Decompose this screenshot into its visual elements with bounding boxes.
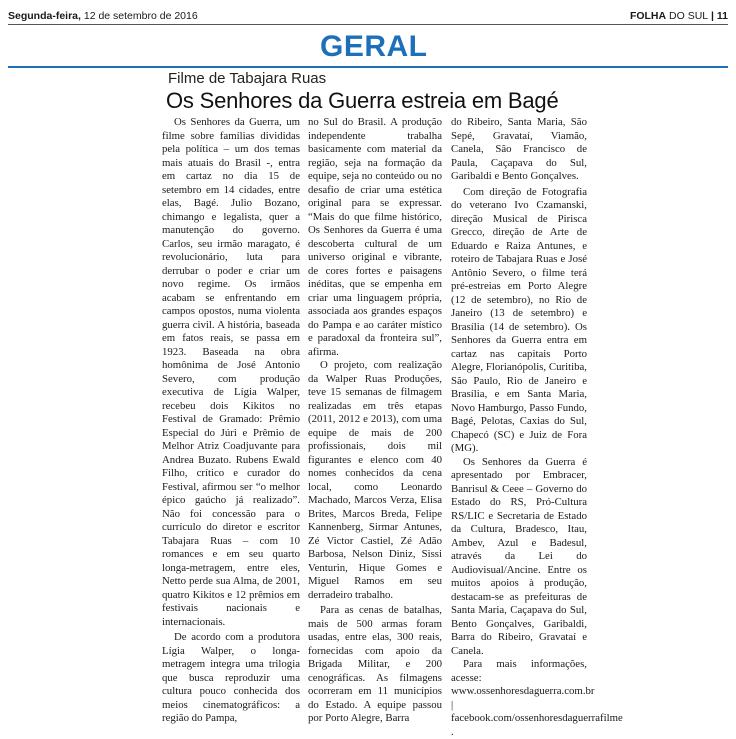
article-column-1	[162, 116, 300, 724]
page-number: | 11	[708, 10, 728, 22]
paper-name-rest: DO SUL	[666, 10, 709, 22]
paper-name	[630, 8, 728, 24]
paragraph: Os Senhores da Guerra é apresentado por Embracer, Banrisul & Ceee – Governo do Estado do RS, Pró-Cultura RS/LIC e Secretaria de Estado da Cultura, Bradesco, Itau, Ambev, Azul e Badesul, através da Lei do Audiovisual/Ancine. Entre os muitos apoios à produção, destacam-se as prefeituras de Santa Maria, Caçapava do Sul, Bento Gonçalves, Garibaldi, Barra do Ribeiro, Gravataí e Canela.	[451, 455, 587, 657]
paragraph: Para mais informações, acesse: www.ossenhoresdaguerra.com.br | facebook.com/ossenhoresdaguerrafilme .	[451, 658, 623, 738]
paragraph: O projeto, com realização da Walper Ruas Produções, teve 15 semanas de filmagem realizadas em três etapas (2011, 2012 e 2013), com uma equipe de mais de 200 profissionais, dois mil figurantes e elenco com 40 nomes conhecidos da cena local, como Leonardo Machado, Marcos Verza, Elisa Brites, Marcos Breda, Felipe Kannenberg, Sirmar Antunes, Zé Victor Castiel, Zé Adão Barbosa, Nelson Diniz, Sissi Venturin, Hique Gomes e Miguel Ramos em seu derradeiro trabalho.	[308, 359, 442, 601]
paragraph: Com direção de Fotografia do veterano Ivo Czamanski, direção Musical de Pirisca Grecco, direção de Arte de Eduardo e Raiza Antunes, e roteiro de Tabajara Ruas e José Antônio Severo, o filme terá pré-estreias em Porto Alegre (12 de setembro), no Rio de Janeiro (13 de setembro) e Brasília (14 de setembro). Os Senhores da Guerra entra em cartaz nas capitais Porto Alegre, Florianópolis, Curitiba, São Paulo, Rio de Janeiro e Brasília, e em Santa Maria, Novo Hamburgo, Passo Fundo, Bagé, Pelotas, Caxias do Sul, Chapecó (SC) e Juiz de Fora (MG).	[451, 185, 587, 454]
paragraph: De acordo com a produtora Lígia Walper, o longa-metragem integra uma trilogia que busca reproduzir uma cultura pouco conhecida dos meios cinematográficos: a região do Pampa,	[162, 631, 300, 724]
issue-date	[8, 8, 198, 24]
paragraph: Os Senhores da Guerra, um filme sobre famílias divididas pela política – um dos temas mais atuais do Brasil -, entra em cartaz no dia 15 de setembro em 14 cidades, entre elas, Bagé. Julio Bozano, chimango e legalista, quer a manutenção do governo. Carlos, seu irmão maragato, é revolucionário, luta para derrubar o poder e criar um novo regime. Os irmãos acabam se enfrentando em campos opostos, numa violenta guerra civil. A história, baseada em fatos reais, se passa em 1923. Baseada na obra homônima de José Antonio Severo, com produção executiva de Lígia Walper, recebeu dois Kikitos no Festival de Gramado: Prêmio Especial do Júri e Prêmio de Melhor Atriz Coadjuvante para Andrea Buzato. Rubens Ewald Filho, crítico e curador do Festival, afirmou ser “o melhor épico gaúcho já realizado”. Não foi concessão para o currículo do diretor e escritor Tabajara Ruas – com 10 romances e em seu quarto longa-metragem, entre eles, Netto perde sua Alma, de 2001, quatro Kikitos e 12 prêmios em festivais nacionais e internacionais.	[162, 116, 300, 628]
article-headline: Os Senhores da Guerra estreia em Bagé	[166, 88, 559, 113]
date: 12 de setembro de 2016	[80, 10, 198, 22]
weekday: Segunda-feira,	[8, 10, 81, 22]
header-rule	[8, 24, 728, 25]
article-column-3	[451, 116, 623, 738]
article-column-2	[308, 116, 442, 724]
paper-name-bold: FOLHA	[629, 10, 667, 22]
paragraph: Para as cenas de batalhas, mais de 500 armas foram usadas, entre elas, 300 reais, fornecidas com apoio da Brigada Militar, e 200 cenográficas. As filmagens ocorreram em 11 municípios do Estado. A equipe passou por Porto Alegre, Barra	[308, 604, 442, 724]
article-kicker: Filme de Tabajara Ruas	[168, 70, 327, 87]
section-rule	[8, 66, 728, 68]
section-title: GERAL	[320, 30, 428, 63]
page-header	[8, 8, 728, 24]
paragraph: no Sul do Brasil. A produção independente trabalha basicamente com material da região, seja na formação da equipe, seja no conteúdo ou no desafio de criar uma estética original para se expressar. “Mais do que filme histórico, Os Senhores da Guerra é uma descoberta cultural de um universo original e vibrante, de cores fortes e paisagens inéditas, que se empenha em criar uma linguagem própria, associada aos grandes espaços do Pampa e ao caráter místico e paradoxal da fronteira sul”, afirma.	[308, 116, 442, 358]
paragraph: do Ribeiro, Santa Maria, São Sepé, Gravataí, Viamão, Canela, São Francisco de Paula, Caçapava do Sul, Garibaldi e Bento Gonçalves.	[451, 116, 587, 182]
